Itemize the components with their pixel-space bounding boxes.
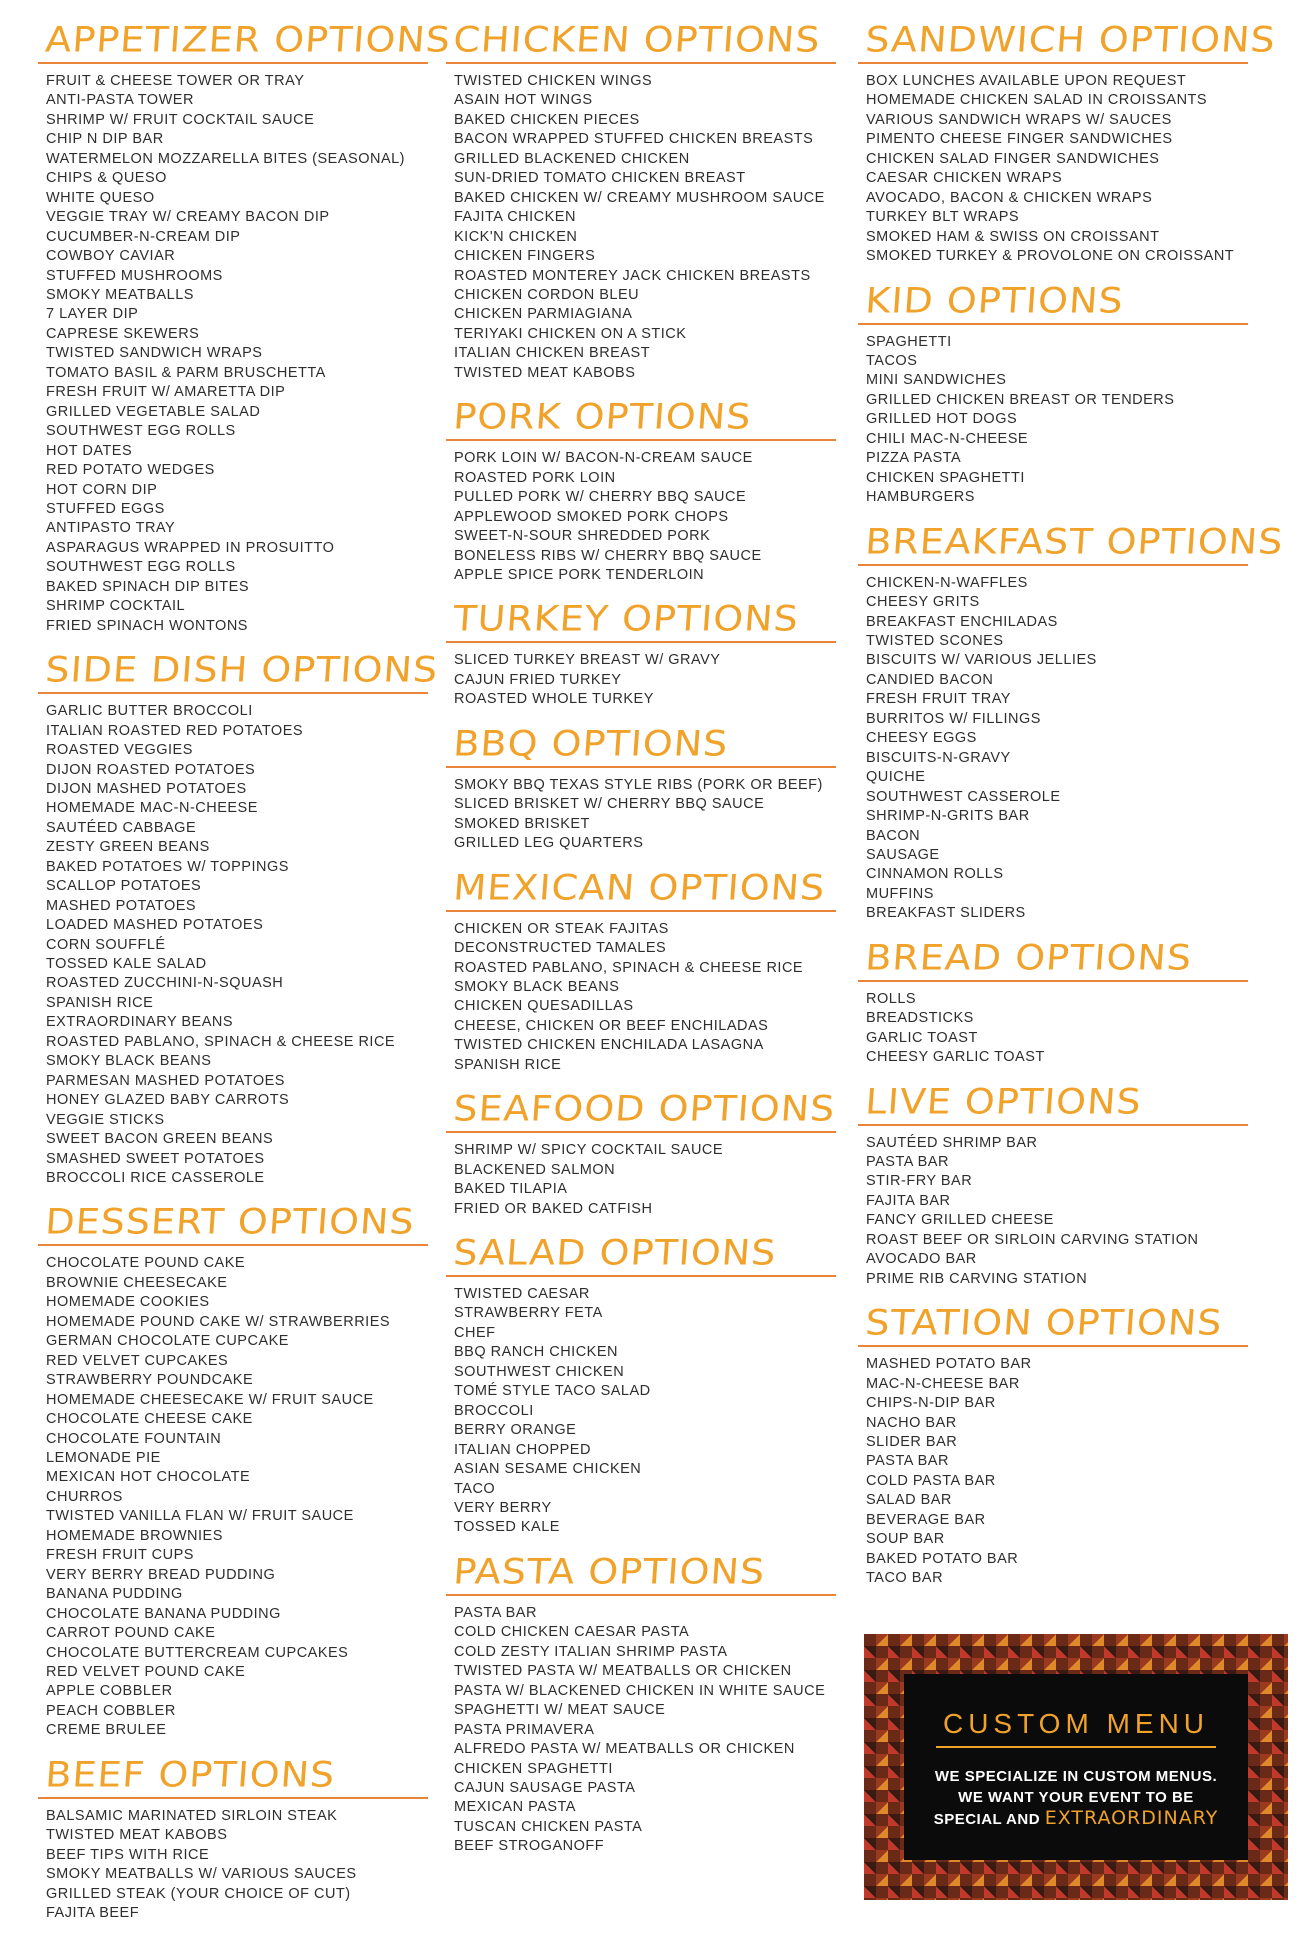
menu-item: APPLE COBBLER bbox=[46, 1683, 173, 1700]
menu-section bbox=[446, 722, 836, 854]
section-divider bbox=[446, 62, 836, 64]
menu-item: GRILLED HOT DOGS bbox=[866, 411, 1018, 428]
menu-item: TUSCAN CHICKEN PASTA bbox=[454, 1818, 643, 1835]
menu-section bbox=[446, 1231, 836, 1538]
menu-item: CHILI MAC-N-CHEESE bbox=[866, 430, 1029, 447]
menu-item: BROCCOLI bbox=[454, 1402, 534, 1419]
menu-item: FRIED SPINACH WONTONS bbox=[46, 617, 248, 634]
menu-item: CHOCOLATE BUTTERCREAM CUPCAKES bbox=[46, 1644, 349, 1661]
menu-item: DIJON ROASTED POTATOES bbox=[46, 761, 256, 778]
menu-item: TWISTED CAESAR bbox=[454, 1286, 590, 1303]
menu-item: BACON bbox=[866, 827, 921, 844]
section-item-list bbox=[446, 72, 836, 383]
menu-item: CHICKEN OR STEAK FAJITAS bbox=[454, 920, 669, 937]
menu-item: ROASTED PORK LOIN bbox=[454, 469, 616, 486]
menu-item: BOX LUNCHES AVAILABLE UPON REQUEST bbox=[866, 73, 1187, 89]
menu-section bbox=[446, 1087, 836, 1219]
menu-section bbox=[858, 18, 1278, 267]
menu-item: AVOCADO, BACON & CHICKEN WRAPS bbox=[866, 189, 1153, 206]
menu-item: MAC-N-CHEESE BAR bbox=[866, 1375, 1020, 1392]
menu-item: SMASHED SWEET POTATOES bbox=[46, 1150, 265, 1167]
section-title: SIDE DISH OPTIONS bbox=[44, 649, 440, 691]
menu-item: MINI SANDWICHES bbox=[866, 372, 1007, 389]
menu-item: PARMESAN MASHED POTATOES bbox=[46, 1072, 285, 1089]
menu-item: BAKED SPINACH DIP BITES bbox=[46, 578, 250, 595]
custom-menu-line-2: WE WANT YOUR EVENT TO BE bbox=[958, 1789, 1194, 1806]
menu-item: PULLED PORK W/ CHERRY BBQ SAUCE bbox=[454, 489, 747, 506]
section-title: BBQ OPTIONS bbox=[452, 723, 730, 764]
section-divider bbox=[446, 1131, 836, 1133]
menu-item: ANTI-PASTA TOWER bbox=[46, 92, 194, 109]
section-title: SANDWICH OPTIONS bbox=[864, 19, 1278, 61]
menu-item: BLACKENED SALMON bbox=[454, 1161, 616, 1178]
menu-item: LEMONADE PIE bbox=[46, 1450, 161, 1466]
menu-item: TOMATO BASIL & PARM BRUSCHETTA bbox=[46, 364, 326, 381]
menu-item: CANDIED BACON bbox=[866, 671, 994, 688]
menu-item: PASTA PRIMAVERA bbox=[454, 1721, 595, 1738]
menu-item: CAJUN SAUSAGE PASTA bbox=[454, 1780, 636, 1796]
menu-section bbox=[38, 648, 440, 1188]
menu-item: GRILLED CHICKEN BREAST OR TENDERS bbox=[866, 391, 1175, 408]
section-item-list bbox=[38, 72, 428, 636]
menu-item: SPANISH RICE bbox=[454, 1056, 562, 1073]
menu-item: PEACH COBBLER bbox=[46, 1702, 176, 1719]
menu-section bbox=[38, 1200, 428, 1740]
menu-item: TWISTED CHICKEN ENCHILADA LASAGNA bbox=[454, 1037, 764, 1054]
menu-item: CHICKEN QUESADILLAS bbox=[454, 998, 634, 1015]
menu-item: CHICKEN PARMIAGIANA bbox=[454, 306, 633, 323]
menu-item: TACOS bbox=[866, 352, 918, 369]
menu-item: FAJITA CHICKEN bbox=[454, 209, 576, 226]
menu-item: GRILLED VEGETABLE SALAD bbox=[46, 403, 261, 420]
menu-item: HOMEMADE MAC-N-CHEESE bbox=[46, 800, 258, 817]
menu-item: ZESTY GREEN BEANS bbox=[46, 839, 210, 856]
section-item-list bbox=[446, 651, 836, 709]
menu-item: APPLEWOOD SMOKED PORK CHOPS bbox=[454, 508, 729, 525]
menu-item: CHEESY GARLIC TOAST bbox=[866, 1049, 1045, 1066]
menu-item: SMOKED TURKEY & PROVOLONE ON CROISSANT bbox=[866, 248, 1235, 265]
menu-item: KICK'N CHICKEN bbox=[454, 228, 578, 245]
menu-item: TOMÉ STYLE TACO SALAD bbox=[454, 1383, 651, 1400]
menu-item: BEVERAGE BAR bbox=[866, 1511, 986, 1528]
section-title: SEAFOOD OPTIONS bbox=[452, 1088, 837, 1130]
menu-item: BAKED TILAPIA bbox=[454, 1181, 568, 1198]
menu-item: QUICHE bbox=[866, 769, 926, 786]
menu-item: ASPARAGUS WRAPPED IN PROSUITTO bbox=[46, 539, 335, 556]
menu-item: SPAGHETTI bbox=[866, 333, 952, 350]
menu-item: BAKED POTATOES W/ TOPPINGS bbox=[46, 858, 289, 875]
menu-item: BISCUITS W/ VARIOUS JELLIES bbox=[866, 652, 1097, 669]
menu-item: SOUTHWEST EGG ROLLS bbox=[46, 423, 236, 440]
section-divider bbox=[858, 1124, 1248, 1126]
section-divider bbox=[38, 62, 428, 64]
menu-item: ALFREDO PASTA W/ MEATBALLS OR CHICKEN bbox=[454, 1741, 795, 1758]
menu-section bbox=[858, 1080, 1248, 1290]
menu-item: GRILLED LEG QUARTERS bbox=[454, 835, 644, 852]
menu-item: RED VELVET CUPCAKES bbox=[46, 1352, 229, 1369]
menu-section bbox=[446, 395, 836, 585]
menu-item: SMOKY BLACK BEANS bbox=[46, 1053, 212, 1070]
menu-item: BROWNIE CHEESECAKE bbox=[46, 1274, 228, 1291]
menu-item: COLD PASTA BAR bbox=[866, 1472, 996, 1489]
menu-item: BREAKFAST SLIDERS bbox=[866, 905, 1026, 922]
menu-item: STRAWBERRY FETA bbox=[454, 1305, 603, 1322]
menu-item: BURRITOS W/ FILLINGS bbox=[866, 710, 1041, 727]
menu-item: SAUTÉED SHRIMP BAR bbox=[866, 1134, 1038, 1151]
menu-item: ASIAN SESAME CHICKEN bbox=[454, 1461, 642, 1478]
menu-item: GARLIC BUTTER BROCCOLI bbox=[46, 703, 253, 720]
menu-item: SOUP BAR bbox=[866, 1531, 945, 1548]
menu-item: PIMENTO CHEESE FINGER SANDWICHES bbox=[866, 131, 1173, 148]
menu-item: CUCUMBER-N-CREAM DIP bbox=[46, 228, 241, 245]
menu-item: STRAWBERRY POUNDCAKE bbox=[46, 1372, 254, 1389]
menu-item: CHIPS-N-DIP BAR bbox=[866, 1395, 996, 1412]
menu-section bbox=[446, 866, 836, 1076]
menu-item: STUFFED MUSHROOMS bbox=[46, 267, 223, 284]
menu-item: CAESAR CHICKEN WRAPS bbox=[866, 170, 1063, 187]
menu-item: SOUTHWEST CHICKEN bbox=[454, 1363, 625, 1380]
custom-menu-line-3-text: SPECIAL AND bbox=[933, 1811, 1041, 1828]
menu-item: TURKEY BLT WRAPS bbox=[866, 209, 1020, 226]
menu-item: SCALLOP POTATOES bbox=[46, 878, 202, 895]
menu-item: PASTA BAR bbox=[866, 1453, 949, 1470]
menu-item: SWEET-N-SOUR SHREDDED PORK bbox=[454, 528, 711, 545]
menu-item: BROCCOLI RICE CASSEROLE bbox=[46, 1170, 265, 1187]
menu-item: HOMEMADE CHICKEN SALAD IN CROISSANTS bbox=[866, 92, 1208, 109]
menu-item: LOADED MASHED POTATOES bbox=[46, 917, 264, 934]
section-divider bbox=[446, 1594, 836, 1596]
menu-item: WATERMELON MOZZARELLA BITES (SEASONAL) bbox=[46, 150, 406, 167]
menu-item: PRIME RIB CARVING STATION bbox=[866, 1270, 1088, 1287]
menu-item: CHICKEN-N-WAFFLES bbox=[866, 574, 1028, 591]
menu-item: BAKED CHICKEN PIECES bbox=[454, 111, 640, 128]
menu-item: SMOKY BLACK BEANS bbox=[454, 978, 620, 995]
menu-item: HOMEMADE COOKIES bbox=[46, 1294, 210, 1311]
section-title: TURKEY OPTIONS bbox=[452, 598, 801, 640]
menu-item: ROASTED WHOLE TURKEY bbox=[454, 691, 654, 708]
menu-item: STIR-FRY BAR bbox=[866, 1173, 973, 1190]
menu-item: BREAKFAST ENCHILADAS bbox=[866, 613, 1058, 630]
section-item-list bbox=[446, 1604, 836, 1857]
menu-item: FRESH FRUIT TRAY bbox=[866, 691, 1011, 708]
menu-item: SALAD BAR bbox=[866, 1492, 952, 1509]
menu-item: STUFFED EGGS bbox=[46, 500, 165, 517]
menu-item: CHIPS & QUESO bbox=[46, 170, 167, 187]
menu-item: HOMEMADE BROWNIES bbox=[46, 1527, 223, 1544]
section-divider bbox=[38, 1797, 428, 1799]
section-divider bbox=[446, 910, 836, 912]
section-item-list bbox=[446, 776, 836, 854]
menu-section bbox=[858, 936, 1248, 1068]
menu-column-2 bbox=[446, 18, 836, 1869]
menu-section bbox=[858, 1301, 1248, 1588]
section-divider bbox=[38, 1244, 428, 1246]
menu-item: HAMBURGERS bbox=[866, 489, 975, 506]
menu-item: ROASTED VEGGIES bbox=[46, 742, 193, 759]
section-item-list bbox=[446, 1285, 836, 1538]
menu-item: SLICED TURKEY BREAST W/ GRAVY bbox=[454, 652, 721, 669]
section-divider bbox=[858, 980, 1248, 982]
menu-item: VERY BERRY BREAD PUDDING bbox=[46, 1566, 276, 1583]
menu-item: ROLLS bbox=[866, 990, 917, 1007]
menu-item: TWISTED SANDWICH WRAPS bbox=[46, 345, 263, 362]
menu-item: HOT CORN DIP bbox=[46, 481, 158, 498]
section-item-list bbox=[446, 1141, 836, 1219]
menu-item: ROAST BEEF OR SIRLOIN CARVING STATION bbox=[866, 1231, 1199, 1248]
section-divider bbox=[446, 766, 836, 768]
menu-item: BEEF TIPS WITH RICE bbox=[46, 1846, 210, 1863]
menu-item: BISCUITS-N-GRAVY bbox=[866, 749, 1011, 766]
menu-item: TWISTED PASTA W/ MEATBALLS OR CHICKEN bbox=[454, 1663, 792, 1680]
menu-item: PASTA BAR bbox=[866, 1154, 949, 1171]
menu-item: SMOKY MEATBALLS W/ VARIOUS SAUCES bbox=[46, 1866, 357, 1883]
section-divider bbox=[446, 641, 836, 643]
menu-item: WHITE QUESO bbox=[46, 189, 155, 206]
menu-item: ROASTED MONTEREY JACK CHICKEN BREASTS bbox=[454, 267, 811, 284]
menu-item: COLD CHICKEN CAESAR PASTA bbox=[454, 1624, 690, 1641]
section-divider bbox=[858, 323, 1248, 325]
menu-item: BAKED CHICKEN W/ CREAMY MUSHROOM SAUCE bbox=[454, 189, 825, 206]
menu-item: BREADSTICKS bbox=[866, 1010, 974, 1027]
menu-item: MEXICAN PASTA bbox=[454, 1799, 576, 1816]
menu-item: GERMAN CHOCOLATE CUPCAKE bbox=[46, 1333, 289, 1350]
custom-menu-line-1: WE SPECIALIZE IN CUSTOM MENUS. bbox=[934, 1768, 1218, 1785]
menu-item: NACHO BAR bbox=[866, 1414, 957, 1431]
menu-column-3 bbox=[858, 18, 1285, 1601]
menu-item: SWEET BACON GREEN BEANS bbox=[46, 1131, 274, 1148]
menu-item: HONEY GLAZED BABY CARROTS bbox=[46, 1092, 290, 1109]
menu-section bbox=[446, 1550, 836, 1857]
menu-item: SOUTHWEST EGG ROLLS bbox=[46, 559, 236, 576]
menu-section bbox=[446, 18, 836, 383]
menu-item: TACO BAR bbox=[866, 1570, 944, 1587]
menu-item: ITALIAN ROASTED RED POTATOES bbox=[46, 722, 304, 739]
menu-item: CORN SOUFFLÉ bbox=[46, 936, 166, 953]
menu-item: SHRIMP-N-GRITS BAR bbox=[866, 808, 1030, 825]
section-title: CHICKEN OPTIONS bbox=[452, 19, 822, 61]
menu-item: HOMEMADE CHEESECAKE W/ FRUIT SAUCE bbox=[46, 1391, 374, 1408]
section-title: BEEF OPTIONS bbox=[44, 1754, 337, 1795]
menu-item: CHEF bbox=[454, 1324, 496, 1341]
menu-item: COWBOY CAVIAR bbox=[46, 248, 176, 265]
menu-item: SMOKY MEATBALLS bbox=[46, 286, 194, 303]
menu-item: TACO bbox=[454, 1480, 496, 1497]
menu-section bbox=[38, 18, 453, 636]
menu-item: SMOKED BRISKET bbox=[454, 815, 590, 832]
menu-item: CARROT POUND CAKE bbox=[46, 1625, 216, 1642]
section-item-list bbox=[858, 574, 1248, 924]
menu-item: FANCY GRILLED CHEESE bbox=[866, 1212, 1054, 1229]
section-title: BREAD OPTIONS bbox=[864, 937, 1194, 978]
section-item-list bbox=[858, 990, 1248, 1068]
menu-item: CAJUN FRIED TURKEY bbox=[454, 671, 622, 688]
section-divider bbox=[446, 439, 836, 441]
menu-item: BACON WRAPPED STUFFED CHICKEN BREASTS bbox=[454, 131, 814, 148]
menu-item: TWISTED CHICKEN WINGS bbox=[454, 73, 653, 89]
menu-item: CAPRESE SKEWERS bbox=[46, 325, 200, 342]
menu-column-1 bbox=[38, 18, 453, 1936]
menu-item: CHEESE, CHICKEN OR BEEF ENCHILADAS bbox=[454, 1017, 769, 1034]
section-divider bbox=[858, 1345, 1248, 1347]
menu-item: COLD ZESTY ITALIAN SHRIMP PASTA bbox=[454, 1643, 728, 1660]
custom-menu-line-3 bbox=[904, 1808, 1248, 1830]
menu-item: CHEESY GRITS bbox=[866, 594, 980, 611]
menu-item: SMOKY BBQ TEXAS STYLE RIBS (PORK OR BEEF) bbox=[454, 776, 823, 793]
section-title: DESSERT OPTIONS bbox=[44, 1201, 416, 1243]
section-item-list bbox=[858, 333, 1248, 508]
menu-item: CINNAMON ROLLS bbox=[866, 866, 1004, 883]
menu-item: CHURROS bbox=[46, 1488, 123, 1505]
menu-item: ROASTED PABLANO, SPINACH & CHEESE RICE bbox=[454, 959, 804, 976]
menu-item: HOMEMADE POUND CAKE W/ STRAWBERRIES bbox=[46, 1313, 391, 1330]
menu-item: SAUSAGE bbox=[866, 846, 940, 863]
menu-item: GRILLED BLACKENED CHICKEN bbox=[454, 150, 690, 167]
menu-item: CHOCOLATE CHEESE CAKE bbox=[46, 1411, 253, 1428]
section-item-list bbox=[858, 1134, 1248, 1290]
menu-item: SPAGHETTI W/ MEAT SAUCE bbox=[454, 1702, 666, 1719]
menu-item: CHOCOLATE POUND CAKE bbox=[46, 1255, 246, 1272]
menu-item: ROASTED ZUCCHINI-N-SQUASH bbox=[46, 975, 284, 992]
menu-item: TOSSED KALE bbox=[454, 1519, 560, 1536]
section-divider bbox=[858, 62, 1248, 64]
menu-item: RED POTATO WEDGES bbox=[46, 462, 215, 479]
menu-item: EXTRAORDINARY BEANS bbox=[46, 1014, 234, 1031]
section-title: PASTA OPTIONS bbox=[452, 1551, 767, 1592]
section-title: KID OPTIONS bbox=[864, 280, 1126, 321]
menu-item: TWISTED VANILLA FLAN W/ FRUIT SAUCE bbox=[46, 1508, 354, 1525]
custom-menu-inner bbox=[904, 1674, 1248, 1860]
custom-menu-accent-word: EXTRAORDINARY bbox=[1044, 1807, 1219, 1829]
menu-item: ANTIPASTO TRAY bbox=[46, 520, 176, 537]
menu-item: AVOCADO BAR bbox=[866, 1251, 977, 1268]
menu-item: APPLE SPICE PORK TENDERLOIN bbox=[454, 566, 705, 583]
section-divider bbox=[446, 1275, 836, 1277]
menu-item: SUN-DRIED TOMATO CHICKEN BREAST bbox=[454, 170, 746, 187]
menu-item: FRESH FRUIT W/ AMARETTA DIP bbox=[46, 384, 286, 401]
menu-item: VEGGIE TRAY W/ CREAMY BACON DIP bbox=[46, 209, 330, 226]
menu-item: MASHED POTATO BAR bbox=[866, 1356, 1032, 1373]
menu-item: TWISTED SCONES bbox=[866, 632, 1004, 649]
menu-item: CHICKEN FINGERS bbox=[454, 248, 596, 265]
menu-item: CHOCOLATE BANANA PUDDING bbox=[46, 1605, 281, 1622]
section-title: STATION OPTIONS bbox=[864, 1302, 1224, 1344]
custom-menu-divider bbox=[936, 1746, 1216, 1748]
menu-item: SOUTHWEST CASSEROLE bbox=[866, 788, 1061, 805]
menu-item: RED VELVET POUND CAKE bbox=[46, 1663, 246, 1680]
menu-item: BONELESS RIBS W/ CHERRY BBQ SAUCE bbox=[454, 547, 762, 564]
menu-section bbox=[446, 597, 836, 709]
section-divider bbox=[38, 692, 428, 694]
menu-item: CHICKEN SALAD FINGER SANDWICHES bbox=[866, 150, 1160, 167]
menu-item: CHICKEN SPAGHETTI bbox=[454, 1760, 613, 1777]
menu-item: SLICED BRISKET W/ CHERRY BBQ SAUCE bbox=[454, 796, 765, 813]
menu-item: FRUIT & CHEESE TOWER OR TRAY bbox=[46, 73, 305, 89]
menu-item: ROASTED PABLANO, SPINACH & CHEESE RICE bbox=[46, 1033, 396, 1050]
menu-item: TWISTED MEAT KABOBS bbox=[46, 1827, 228, 1844]
menu-item: BEEF STROGANOFF bbox=[454, 1838, 605, 1855]
section-title: APPETIZER OPTIONS bbox=[44, 19, 453, 61]
section-title: LIVE OPTIONS bbox=[864, 1081, 1144, 1122]
menu-item: ITALIAN CHICKEN BREAST bbox=[454, 345, 651, 362]
section-item-list bbox=[858, 1355, 1248, 1588]
menu-item: DECONSTRUCTED TAMALES bbox=[454, 940, 667, 957]
section-divider bbox=[858, 564, 1248, 566]
menu-item: TERIYAKI CHICKEN ON A STICK bbox=[454, 325, 687, 342]
menu-item: SAUTÉED CABBAGE bbox=[46, 819, 197, 836]
menu-item: GRILLED STEAK (YOUR CHOICE OF CUT) bbox=[46, 1885, 351, 1902]
section-item-list bbox=[446, 920, 836, 1076]
section-item-list bbox=[38, 1254, 428, 1740]
menu-item: PORK LOIN W/ BACON-N-CREAM SAUCE bbox=[454, 450, 753, 467]
menu-item: BALSAMIC MARINATED SIRLOIN STEAK bbox=[46, 1807, 338, 1824]
menu-item: PASTA W/ BLACKENED CHICKEN IN WHITE SAUCE bbox=[454, 1682, 826, 1699]
menu-item: FAJITA BAR bbox=[866, 1192, 951, 1209]
section-item-list bbox=[38, 1807, 428, 1924]
menu-item: FRESH FRUIT CUPS bbox=[46, 1547, 194, 1564]
menu-item: SMOKED HAM & SWISS ON CROISSANT bbox=[866, 228, 1160, 245]
menu-section bbox=[858, 279, 1248, 508]
menu-item: HOT DATES bbox=[46, 442, 133, 459]
menu-item: FAJITA BEEF bbox=[46, 1905, 140, 1922]
menu-item: CHEESY EGGS bbox=[866, 730, 977, 747]
menu-item: CHOCOLATE FOUNTAIN bbox=[46, 1430, 222, 1447]
section-title: MEXICAN OPTIONS bbox=[452, 867, 827, 908]
menu-item: CHICKEN CORDON BLEU bbox=[454, 286, 640, 303]
menu-item: BANANA PUDDING bbox=[46, 1586, 183, 1603]
menu-section bbox=[38, 1753, 428, 1924]
menu-item: DIJON MASHED POTATOES bbox=[46, 780, 247, 797]
menu-item: VEGGIE STICKS bbox=[46, 1111, 165, 1128]
menu-item: TOSSED KALE SALAD bbox=[46, 956, 207, 973]
menu-item: ASAIN HOT WINGS bbox=[454, 92, 593, 109]
menu-item: SHRIMP COCKTAIL bbox=[46, 598, 186, 615]
menu-item: VARIOUS SANDWICH WRAPS W/ SAUCES bbox=[866, 111, 1172, 128]
section-item-list bbox=[858, 72, 1248, 267]
menu-item: PIZZA PASTA bbox=[866, 450, 962, 467]
menu-item: BBQ RANCH CHICKEN bbox=[454, 1344, 618, 1361]
menu-item: MUFFINS bbox=[866, 885, 934, 902]
section-title: PORK OPTIONS bbox=[452, 396, 753, 438]
section-title: BREAKFAST OPTIONS bbox=[864, 521, 1285, 562]
menu-item: CHICKEN SPAGHETTI bbox=[866, 469, 1025, 486]
menu-item: BERRY ORANGE bbox=[454, 1422, 577, 1439]
menu-item: BAKED POTATO BAR bbox=[866, 1550, 1019, 1567]
menu-item: SHRIMP W/ SPICY COCKTAIL SAUCE bbox=[454, 1142, 724, 1159]
menu-item: SLIDER BAR bbox=[866, 1434, 958, 1451]
custom-menu-title: CUSTOM MENU bbox=[942, 1708, 1210, 1739]
menu-item: MASHED POTATOES bbox=[46, 897, 197, 914]
menu-section bbox=[858, 520, 1285, 924]
custom-menu-panel bbox=[864, 1634, 1288, 1900]
menu-item: GARLIC TOAST bbox=[866, 1029, 978, 1046]
section-item-list bbox=[446, 449, 836, 585]
menu-item: CHIP N DIP BAR bbox=[46, 131, 164, 148]
menu-item: CREME BRULEE bbox=[46, 1722, 167, 1739]
menu-item: SPANISH RICE bbox=[46, 994, 154, 1011]
section-item-list bbox=[38, 702, 428, 1188]
section-title: SALAD OPTIONS bbox=[452, 1232, 778, 1274]
menu-item: VERY BERRY bbox=[454, 1500, 552, 1517]
menu-item: ITALIAN CHOPPED bbox=[454, 1441, 591, 1458]
menu-item: SHRIMP W/ FRUIT COCKTAIL SAUCE bbox=[46, 111, 315, 128]
menu-item: FRIED OR BAKED CATFISH bbox=[454, 1200, 653, 1217]
menu-item: 7 LAYER DIP bbox=[46, 306, 139, 323]
menu-item: MEXICAN HOT CHOCOLATE bbox=[46, 1469, 251, 1486]
menu-item: TWISTED MEAT KABOBS bbox=[454, 364, 636, 381]
menu-item: PASTA BAR bbox=[454, 1604, 537, 1621]
